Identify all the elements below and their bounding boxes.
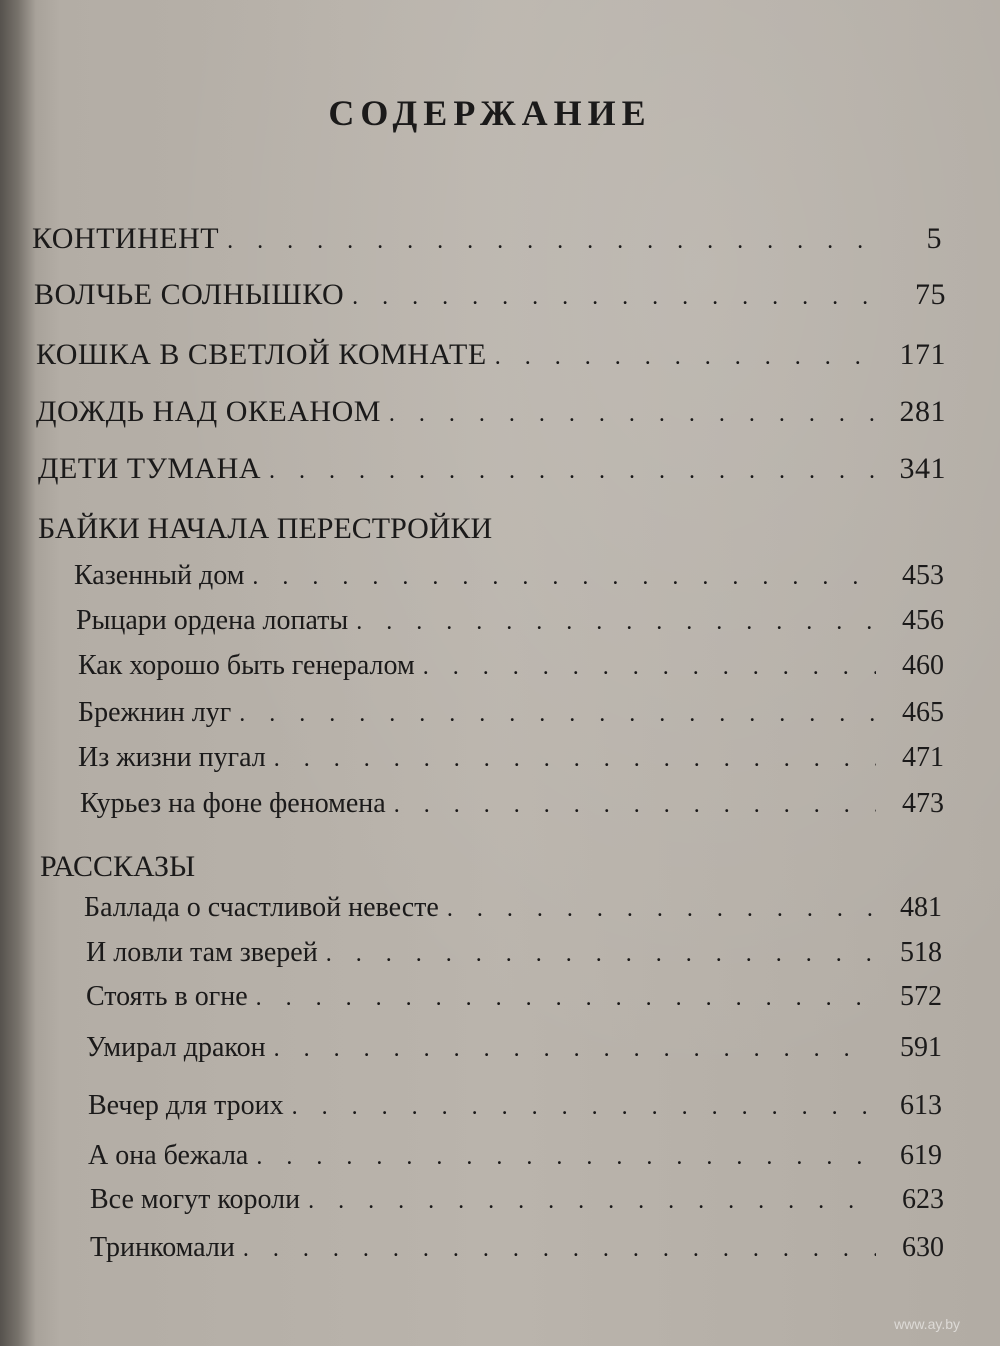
toc-entry-title: КОНТИНЕНТ (32, 222, 220, 255)
toc-entry-page: 460 (902, 650, 944, 681)
toc-entry-title: Тринкомали (90, 1232, 235, 1263)
dot-leader (256, 985, 874, 1012)
toc-entry-title: Как хорошо быть генералом (78, 650, 415, 681)
dot-leader (308, 1188, 876, 1215)
toc-entry (36, 395, 946, 429)
toc-entry-page: 281 (899, 395, 946, 428)
dot-leader (274, 746, 876, 773)
dot-leader (356, 609, 876, 636)
dot-leader (252, 564, 876, 591)
toc-entry (38, 452, 946, 486)
section-heading: РАССКАЗЫ (40, 850, 196, 883)
toc-entry-page: 623 (902, 1184, 944, 1215)
dot-leader (269, 458, 878, 485)
toc-entry-page: 613 (900, 1090, 942, 1121)
toc-entry-title: Баллада о счастливой невесте (84, 892, 439, 923)
toc-entry-title: Все могут короли (90, 1184, 301, 1215)
dot-leader (256, 1144, 874, 1171)
section-heading: БАЙКИ НАЧАЛА ПЕРЕСТРОЙКИ (38, 512, 493, 545)
toc-entry (90, 1232, 944, 1264)
toc-entry-title: Казенный дом (74, 560, 245, 591)
dot-leader (243, 1236, 876, 1263)
toc-entry-page: 619 (900, 1140, 942, 1171)
toc-entry-page: 630 (902, 1232, 944, 1263)
toc-entry (34, 278, 946, 312)
toc-entry-page: 341 (899, 452, 946, 485)
toc-entry-page: 456 (902, 605, 944, 636)
toc-entry (78, 742, 944, 774)
toc-entry (78, 697, 944, 729)
toc-entry-page: 471 (902, 742, 944, 773)
toc-entry (86, 937, 942, 969)
toc-entry-page: 473 (902, 788, 944, 819)
watermark: www.ay.by (894, 1316, 960, 1332)
toc-entry-page: 5 (926, 222, 942, 255)
toc-entry-title: Курьез на фоне феномена (80, 788, 386, 819)
toc-entry (36, 338, 946, 372)
toc-entry-title: ДОЖДЬ НАД ОКЕАНОМ (36, 395, 381, 428)
toc-entry-title: КОШКА В СВЕТЛОЙ КОМНАТЕ (36, 338, 487, 371)
dot-leader (292, 1094, 874, 1121)
toc-entry-title: Стоять в огне (86, 981, 248, 1012)
dot-leader (239, 701, 876, 728)
dot-leader (326, 941, 874, 968)
toc-entry-title: Вечер для троих (88, 1090, 284, 1121)
toc-entry-page: 572 (900, 981, 942, 1012)
toc-entry-page: 171 (899, 338, 946, 371)
toc-entry-page: 465 (902, 697, 944, 728)
dot-leader (447, 896, 874, 923)
toc-entry-page: 481 (900, 892, 942, 923)
toc-entry-page: 75 (915, 278, 946, 311)
toc-entry-page: 453 (902, 560, 944, 591)
toc-entry-title: Из жизни пугал (78, 742, 266, 773)
toc-entry (90, 1184, 944, 1216)
toc-entry (78, 650, 944, 682)
toc-entry (84, 892, 942, 924)
dot-leader (352, 284, 878, 311)
toc-entry (32, 222, 942, 256)
toc-entry (88, 1090, 942, 1122)
toc-entry-title: Брежнин луг (78, 697, 232, 728)
toc-entry (88, 1140, 942, 1172)
dot-leader (227, 228, 874, 255)
toc-entry (80, 788, 944, 820)
toc-entry-page: 518 (900, 937, 942, 968)
dot-leader (423, 654, 876, 681)
toc-entry-title: ДЕТИ ТУМАНА (38, 452, 262, 485)
dot-leader (389, 401, 878, 428)
toc-entry-title: Умирал дракон (86, 1032, 266, 1063)
dot-leader (274, 1036, 874, 1063)
toc-entry (86, 981, 942, 1013)
toc-entry-title: Рыцари ордена лопаты (76, 605, 349, 636)
toc-entry-title: И ловли там зверей (86, 937, 318, 968)
dot-leader (495, 344, 878, 371)
toc-entry (86, 1032, 942, 1064)
page-title: СОДЕРЖАНИЕ (328, 93, 652, 133)
toc-entry-page: 591 (900, 1032, 942, 1063)
dot-leader (394, 792, 876, 819)
toc-entry (74, 560, 944, 592)
toc-entry-title: ВОЛЧЬЕ СОЛНЫШКО (34, 278, 345, 311)
toc-entry-title: А она бежала (88, 1140, 249, 1171)
toc-entry (76, 605, 944, 637)
